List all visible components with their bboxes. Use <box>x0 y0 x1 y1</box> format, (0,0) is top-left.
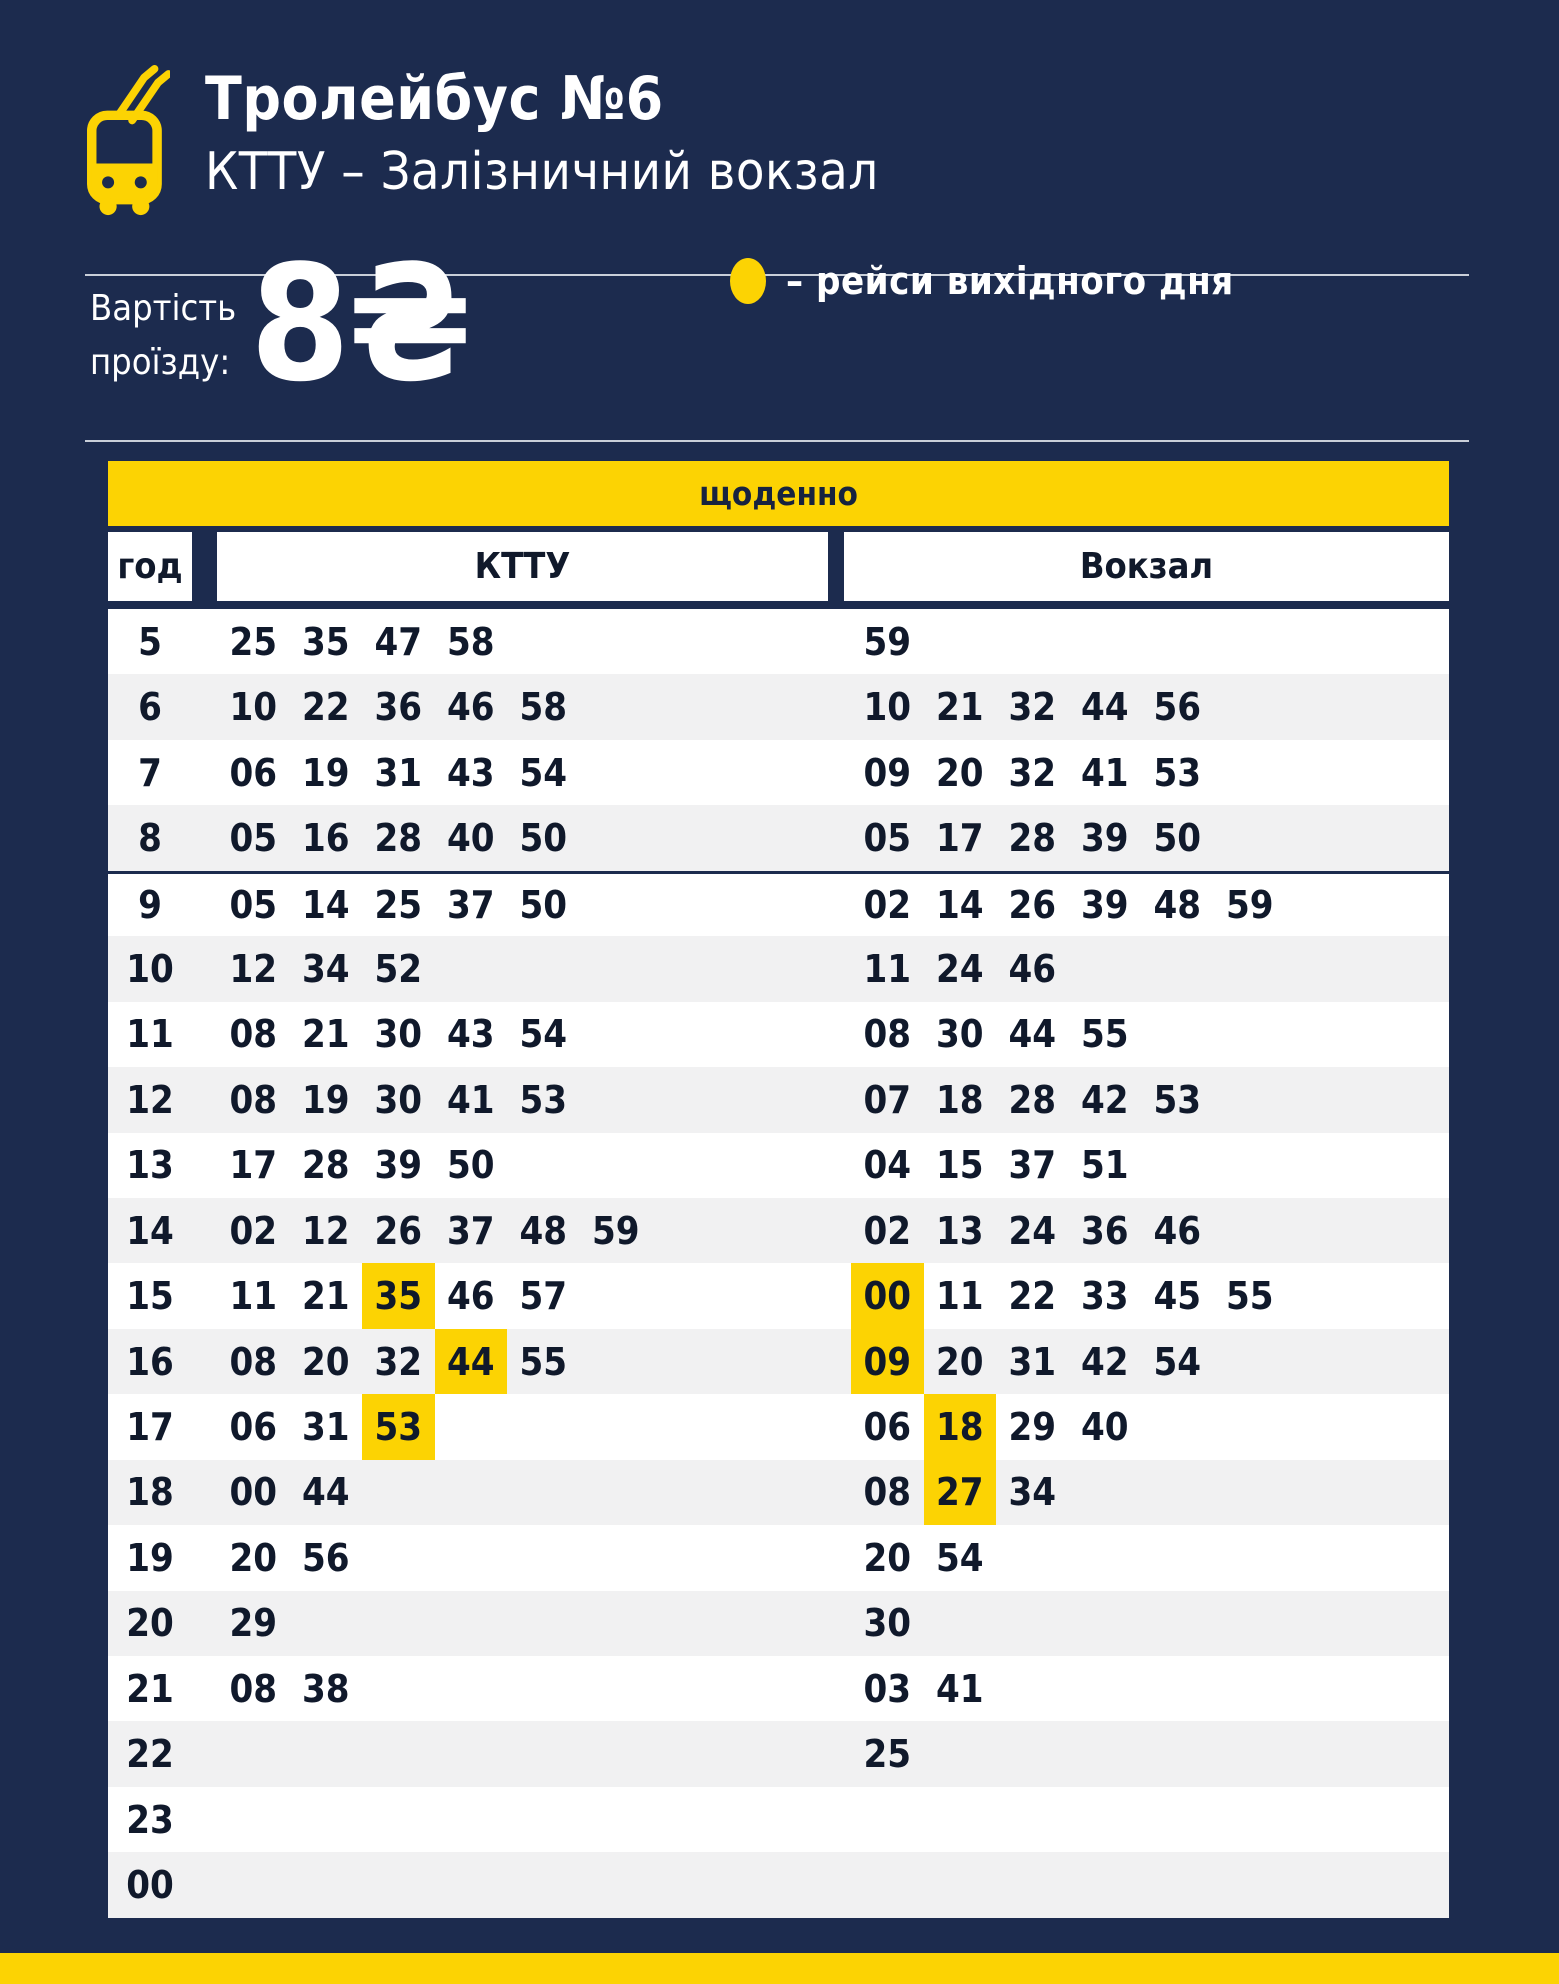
minute-cell: 48 <box>1153 882 1202 927</box>
minute-cell: 00 <box>229 1470 278 1515</box>
hour-label: 15 <box>126 1274 174 1319</box>
minute-cell: 24 <box>1008 1208 1057 1253</box>
minute-cell: 30 <box>935 1012 984 1057</box>
minute-cell: 21 <box>935 685 984 730</box>
vokzal-minutes <box>828 1133 1449 1198</box>
trolleybus-icon <box>84 50 170 246</box>
kttu-minutes <box>192 1133 828 1198</box>
minute-cell: 54 <box>519 1012 568 1057</box>
minute-cell: 43 <box>446 1012 495 1057</box>
minute-cell: 39 <box>1080 816 1129 861</box>
hour-label: 9 <box>138 882 162 927</box>
minute-cell: 28 <box>301 1143 350 1188</box>
timetable-row-13 <box>108 1133 1449 1198</box>
minute-cell: 08 <box>229 1077 278 1122</box>
minute-cell: 31 <box>1008 1339 1057 1384</box>
minute-cell: 56 <box>301 1535 350 1580</box>
column-header-vokzal: Вокзал <box>844 532 1449 601</box>
minute-cell: 08 <box>229 1666 278 1711</box>
minute-cell: 42 <box>1080 1077 1129 1122</box>
minute-cell: 24 <box>935 946 984 991</box>
vokzal-minutes <box>828 1198 1449 1263</box>
minute-cell-weekend: 27 <box>924 1460 997 1525</box>
hour-label: 7 <box>138 750 162 795</box>
minute-cell: 39 <box>374 1143 423 1188</box>
minute-cell: 20 <box>229 1535 278 1580</box>
kttu-minutes <box>192 805 828 870</box>
kttu-minutes <box>192 1329 828 1394</box>
minute-cell: 02 <box>863 882 912 927</box>
minute-cell: 41 <box>446 1077 495 1122</box>
minute-cell: 41 <box>1080 750 1129 795</box>
timetable-row-19 <box>108 1525 1449 1590</box>
minute-cell: 29 <box>1008 1404 1057 1449</box>
weekend-legend <box>730 258 1234 304</box>
vokzal-minutes <box>828 1591 1449 1656</box>
timetable-row-20 <box>108 1591 1449 1656</box>
minute-cell: 20 <box>935 750 984 795</box>
timetable-row-23 <box>108 1787 1449 1852</box>
hour-label: 22 <box>126 1732 174 1777</box>
hour-label: 00 <box>126 1863 174 1908</box>
hour-label: 14 <box>126 1208 174 1253</box>
kttu-minutes <box>192 1460 828 1525</box>
minute-cell: 25 <box>229 619 278 664</box>
minute-cell: 39 <box>1080 882 1129 927</box>
minute-cell: 06 <box>229 1404 278 1449</box>
minute-cell: 12 <box>301 1208 350 1253</box>
minute-cell: 02 <box>863 1208 912 1253</box>
minute-cell: 14 <box>935 882 984 927</box>
fare-label-line2: проїзду: <box>90 342 231 383</box>
vokzal-minutes <box>828 1460 1449 1525</box>
minute-cell: 51 <box>1080 1143 1129 1188</box>
minute-cell: 11 <box>863 946 912 991</box>
hour-label: 12 <box>126 1077 174 1122</box>
minute-cell: 11 <box>229 1274 278 1319</box>
minute-cell: 46 <box>1008 946 1057 991</box>
minute-cell: 05 <box>863 816 912 861</box>
minute-cell: 16 <box>301 816 350 861</box>
minute-cell: 20 <box>863 1535 912 1580</box>
minute-cell: 53 <box>519 1077 568 1122</box>
column-header-hour: год <box>108 532 192 601</box>
minute-cell: 30 <box>863 1601 912 1646</box>
minute-cell: 06 <box>863 1404 912 1449</box>
route-subtitle: КТТУ – Залізничний вокзал <box>205 142 879 202</box>
kttu-minutes <box>192 1721 828 1786</box>
timetable-row-22 <box>108 1721 1449 1786</box>
vokzal-minutes <box>828 1263 1449 1328</box>
minute-cell: 34 <box>1008 1470 1057 1515</box>
minute-cell: 55 <box>519 1339 568 1384</box>
fare-label <box>90 282 236 390</box>
minute-cell: 59 <box>1225 882 1274 927</box>
minute-cell: 26 <box>374 1208 423 1253</box>
minute-cell: 21 <box>301 1274 350 1319</box>
hour-label: 20 <box>126 1601 174 1646</box>
kttu-minutes <box>192 1002 828 1067</box>
minute-cell: 52 <box>374 946 423 991</box>
timetable-row-18 <box>108 1460 1449 1525</box>
minute-cell: 56 <box>1153 685 1202 730</box>
minute-cell: 22 <box>1008 1274 1057 1319</box>
minute-cell: 17 <box>229 1143 278 1188</box>
minute-cell: 28 <box>1008 1077 1057 1122</box>
fare-label-line1: Вартість <box>90 288 237 329</box>
minute-cell: 55 <box>1080 1012 1129 1057</box>
kttu-minutes <box>192 740 828 805</box>
minute-cell: 43 <box>446 750 495 795</box>
timetable-row-7 <box>108 740 1449 805</box>
column-header-kttu: КТТУ <box>217 532 828 601</box>
minute-cell: 08 <box>863 1470 912 1515</box>
minute-cell: 30 <box>374 1012 423 1057</box>
minute-cell: 28 <box>1008 816 1057 861</box>
minute-cell-weekend: 00 <box>851 1263 924 1328</box>
minute-cell: 40 <box>446 816 495 861</box>
hour-label: 18 <box>126 1470 174 1515</box>
timetable-row-21 <box>108 1656 1449 1721</box>
kttu-minutes <box>192 1591 828 1656</box>
vokzal-minutes <box>828 1525 1449 1590</box>
minute-cell: 48 <box>519 1208 568 1253</box>
minute-cell: 28 <box>374 816 423 861</box>
minute-cell: 14 <box>301 882 350 927</box>
minute-cell: 34 <box>301 946 350 991</box>
minute-cell: 32 <box>1008 750 1057 795</box>
timetable-row-17 <box>108 1394 1449 1459</box>
minute-cell: 25 <box>863 1732 912 1777</box>
kttu-minutes <box>192 936 828 1001</box>
daily-band: щоденно <box>108 461 1449 526</box>
minute-cell: 44 <box>1008 1012 1057 1057</box>
vokzal-minutes <box>828 1329 1449 1394</box>
hour-label: 19 <box>126 1535 174 1580</box>
kttu-minutes <box>192 1852 828 1917</box>
vokzal-minutes <box>828 609 1449 674</box>
minute-cell: 03 <box>863 1666 912 1711</box>
timetable-row-16 <box>108 1329 1449 1394</box>
minute-cell: 37 <box>1008 1143 1057 1188</box>
minute-cell: 10 <box>229 685 278 730</box>
vokzal-minutes <box>828 1787 1449 1852</box>
hour-label: 21 <box>126 1666 174 1711</box>
timetable-row-9 <box>108 871 1449 936</box>
minute-cell: 18 <box>935 1077 984 1122</box>
vokzal-minutes <box>828 1002 1449 1067</box>
fare-price: 8₴ <box>250 230 470 417</box>
vokzal-minutes <box>828 1067 1449 1132</box>
minute-cell: 30 <box>374 1077 423 1122</box>
minute-cell-weekend: 18 <box>924 1394 997 1459</box>
minute-cell: 11 <box>935 1274 984 1319</box>
timetable-row-8 <box>108 805 1449 870</box>
vokzal-minutes <box>828 936 1449 1001</box>
minute-cell: 25 <box>374 882 423 927</box>
header-titles <box>205 66 879 201</box>
minute-cell: 58 <box>519 685 568 730</box>
timetable-row-15 <box>108 1263 1449 1328</box>
timetable-row-5 <box>108 609 1449 674</box>
minute-cell: 33 <box>1080 1274 1129 1319</box>
minute-cell: 20 <box>935 1339 984 1384</box>
weekend-dot-icon <box>730 258 766 304</box>
minute-cell: 21 <box>301 1012 350 1057</box>
minute-cell: 58 <box>446 619 495 664</box>
kttu-minutes <box>192 1394 828 1459</box>
minute-cell: 50 <box>446 1143 495 1188</box>
minute-cell: 54 <box>1153 1339 1202 1384</box>
minute-cell: 06 <box>229 750 278 795</box>
minute-cell: 37 <box>446 1208 495 1253</box>
minute-cell: 12 <box>229 946 278 991</box>
kttu-minutes <box>192 674 828 739</box>
timetable-row-6 <box>108 674 1449 739</box>
timetable-row-14 <box>108 1198 1449 1263</box>
minute-cell: 59 <box>863 619 912 664</box>
timetable-body <box>108 609 1449 1918</box>
vokzal-minutes <box>828 674 1449 739</box>
minute-cell: 36 <box>1080 1208 1129 1253</box>
minute-cell: 45 <box>1153 1274 1202 1319</box>
vokzal-minutes <box>828 1852 1449 1917</box>
minute-cell: 46 <box>446 1274 495 1319</box>
hour-label: 13 <box>126 1143 174 1188</box>
minute-cell: 08 <box>863 1012 912 1057</box>
minute-cell: 46 <box>1153 1208 1202 1253</box>
route-title: Тролейбус №6 <box>205 64 664 134</box>
minute-cell: 42 <box>1080 1339 1129 1384</box>
minute-cell: 07 <box>863 1077 912 1122</box>
vokzal-minutes <box>828 1394 1449 1459</box>
minute-cell-weekend: 09 <box>851 1329 924 1394</box>
vokzal-minutes <box>828 805 1449 870</box>
hour-label: 23 <box>126 1797 174 1842</box>
vokzal-minutes <box>828 1656 1449 1721</box>
minute-cell: 31 <box>374 750 423 795</box>
hour-label: 6 <box>138 685 162 730</box>
minute-cell: 57 <box>519 1274 568 1319</box>
minute-cell: 05 <box>229 882 278 927</box>
minute-cell: 08 <box>229 1339 278 1384</box>
weekend-legend-text: – рейси вихідного дня <box>786 259 1234 303</box>
vokzal-minutes <box>828 874 1449 936</box>
minute-cell: 10 <box>863 685 912 730</box>
minute-cell: 44 <box>301 1470 350 1515</box>
kttu-minutes <box>192 1067 828 1132</box>
minute-cell: 22 <box>301 685 350 730</box>
kttu-minutes <box>192 1525 828 1590</box>
bottom-accent-bar <box>0 1953 1559 1984</box>
minute-cell: 40 <box>1080 1404 1129 1449</box>
minute-cell: 50 <box>519 816 568 861</box>
vokzal-minutes <box>828 740 1449 805</box>
minute-cell: 29 <box>229 1601 278 1646</box>
minute-cell: 02 <box>229 1208 278 1253</box>
minute-cell: 31 <box>301 1404 350 1449</box>
minute-cell: 13 <box>935 1208 984 1253</box>
kttu-minutes <box>192 1198 828 1263</box>
timetable-row-10 <box>108 936 1449 1001</box>
minute-cell: 46 <box>446 685 495 730</box>
hour-label: 17 <box>126 1404 174 1449</box>
fare-divider <box>85 440 1469 442</box>
minute-cell: 32 <box>374 1339 423 1384</box>
timetable-row-00 <box>108 1852 1449 1917</box>
timetable-row-12 <box>108 1067 1449 1132</box>
minute-cell: 19 <box>301 1077 350 1122</box>
minute-cell: 19 <box>301 750 350 795</box>
minute-cell: 50 <box>1153 816 1202 861</box>
hour-label: 16 <box>126 1339 174 1384</box>
minute-cell: 55 <box>1225 1274 1274 1319</box>
minute-cell: 20 <box>301 1339 350 1384</box>
minute-cell: 05 <box>229 816 278 861</box>
kttu-minutes <box>192 874 828 936</box>
timetable-row-11 <box>108 1002 1449 1067</box>
minute-cell: 37 <box>446 882 495 927</box>
minute-cell: 36 <box>374 685 423 730</box>
minute-cell: 08 <box>229 1012 278 1057</box>
minute-cell: 54 <box>935 1535 984 1580</box>
hour-label: 10 <box>126 946 174 991</box>
minute-cell: 54 <box>519 750 568 795</box>
minute-cell: 17 <box>935 816 984 861</box>
minute-cell: 53 <box>1153 750 1202 795</box>
kttu-minutes <box>192 1656 828 1721</box>
kttu-minutes <box>192 1787 828 1852</box>
minute-cell: 26 <box>1008 882 1057 927</box>
minute-cell: 35 <box>301 619 350 664</box>
minute-cell-weekend: 44 <box>435 1329 508 1394</box>
minute-cell: 04 <box>863 1143 912 1188</box>
hour-label: 8 <box>138 816 162 861</box>
hour-label: 5 <box>138 619 162 664</box>
kttu-minutes <box>192 609 828 674</box>
minute-cell: 59 <box>591 1208 640 1253</box>
kttu-minutes <box>192 1263 828 1328</box>
minute-cell: 41 <box>935 1666 984 1711</box>
hour-label: 11 <box>126 1012 174 1057</box>
minute-cell-weekend: 35 <box>362 1263 435 1328</box>
minute-cell: 38 <box>301 1666 350 1711</box>
minute-cell: 53 <box>1153 1077 1202 1122</box>
minute-cell: 15 <box>935 1143 984 1188</box>
minute-cell: 47 <box>374 619 423 664</box>
minute-cell: 44 <box>1080 685 1129 730</box>
minute-cell-weekend: 53 <box>362 1394 435 1459</box>
minute-cell: 50 <box>519 882 568 927</box>
vokzal-minutes <box>828 1721 1449 1786</box>
minute-cell: 09 <box>863 750 912 795</box>
minute-cell: 32 <box>1008 685 1057 730</box>
